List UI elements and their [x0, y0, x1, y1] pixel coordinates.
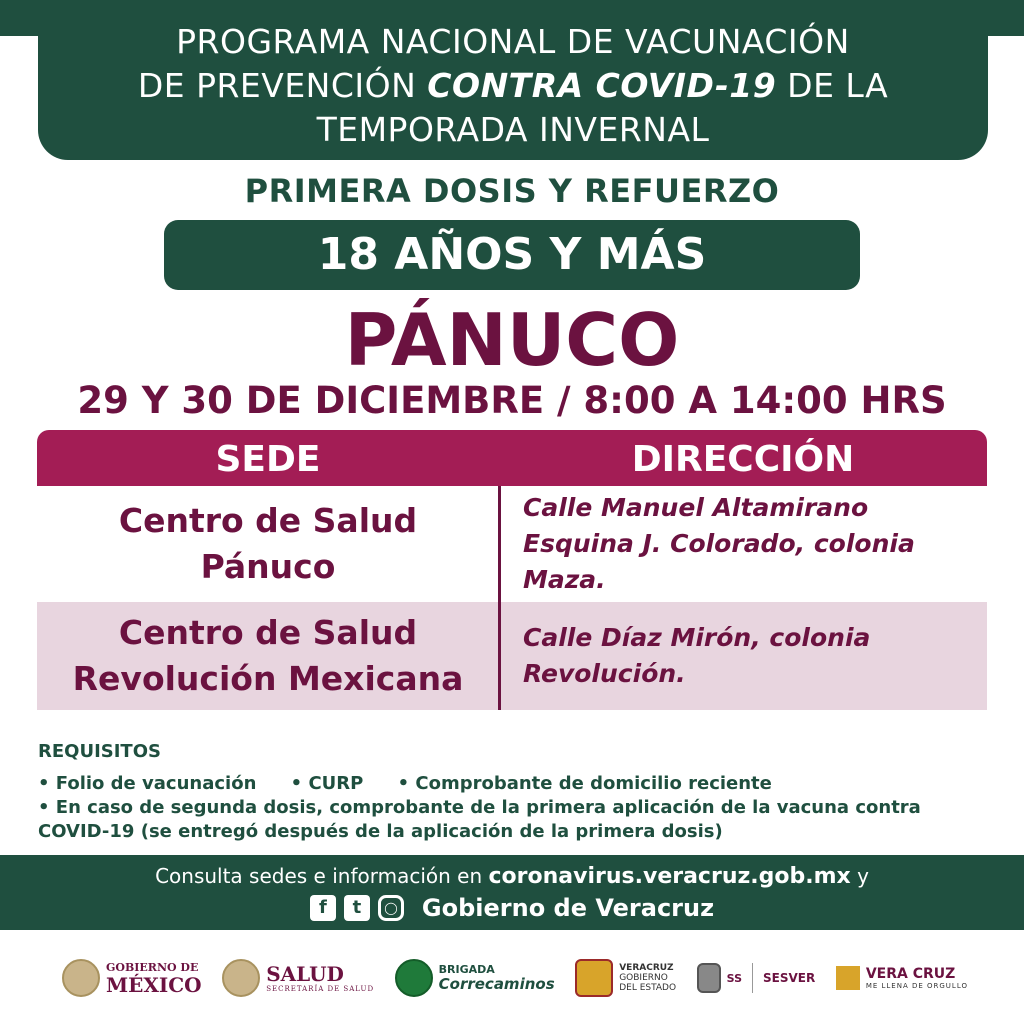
req-curp: • CURP [290, 773, 364, 794]
social-row [0, 891, 1024, 925]
direccion-cell: Calle Díaz Mirón, colonia Revolución. [523, 623, 871, 688]
gobierno-mexico-logo: GOBIERNO DE MÉXICO [62, 959, 202, 997]
footer-band [0, 855, 1024, 930]
table-header [37, 430, 987, 486]
salud-seal-icon [222, 959, 260, 997]
veracruz-shield-icon [575, 959, 613, 997]
header-covid-emphasis: CONTRA COVID-19 [427, 66, 777, 105]
city-title: PÁNUCO [344, 298, 680, 382]
requirements-section [38, 740, 988, 844]
age-badge: 18 AÑOS Y MÁS [164, 220, 860, 290]
table-row [37, 602, 987, 710]
logos-row [0, 948, 1024, 1008]
logo-divider [752, 963, 753, 993]
header-direccion: DIRECCIÓN [631, 439, 855, 480]
instagram-icon[interactable]: ◯ [378, 895, 404, 921]
salud-logo: SALUD SECRETARÍA DE SALUD [222, 959, 374, 997]
sede-cell: Centro de Salud Pánuco [118, 501, 418, 586]
header-line-3: TEMPORADA INVERNAL [316, 110, 710, 149]
header-line-1: PROGRAMA NACIONAL DE VACUNACIÓN [176, 22, 850, 61]
direccion-cell: Calle Manuel Altamirano Esquina J. Colorado, colonia Maza. [523, 493, 915, 594]
consulta-text: Consulta sedes e información en coronavirus.veracruz.gob.mx y [155, 864, 869, 889]
website-link[interactable]: coronavirus.veracruz.gob.mx [488, 864, 851, 889]
requirements-title: REQUISITOS [38, 741, 161, 762]
header-sede: SEDE [215, 439, 321, 480]
header-title-box [38, 0, 988, 160]
date-schedule: 29 Y 30 DE DICIEMBRE / 8:00 A 14:00 HRS [77, 379, 947, 422]
mexico-seal-icon [62, 959, 100, 997]
req-segunda-dosis-cont: COVID-19 (se entregó después de la aplicación de la primera dosis) [38, 821, 723, 842]
table-row [37, 486, 987, 602]
req-segunda-dosis: • En caso de segunda dosis, comprobante de la primera aplicación de la vacuna contra [38, 797, 921, 818]
dose-subtitle: PRIMERA DOSIS Y REFUERZO [244, 172, 780, 210]
veracruz-gobierno-logo: VERACRUZ GOBIERNO DEL ESTADO [575, 959, 676, 997]
req-comprobante: • Comprobante de domicilio reciente [397, 773, 772, 794]
twitter-icon[interactable]: t [344, 895, 370, 921]
sede-cell: Centro de Salud Revolución Mexicana [72, 613, 464, 698]
facebook-icon[interactable]: f [310, 895, 336, 921]
requirements-list [38, 772, 988, 796]
brigada-correcaminos-logo: BRIGADA Correcaminos [395, 959, 555, 997]
header-line-2: DE PREVENCIÓN CONTRA COVID-19 DE LA [137, 66, 889, 105]
veracruz-brand-logo: VERA CRUZ ME LLENA DE ORGULLO [836, 966, 968, 991]
veracruz-brand-icon [836, 966, 860, 990]
req-folio: • Folio de vacunación [38, 773, 257, 794]
ss-shield-icon [697, 963, 721, 993]
column-divider [498, 486, 501, 710]
sesver-logo: SS SESVER [697, 963, 816, 993]
correcaminos-icon [395, 959, 433, 997]
social-account-name[interactable]: Gobierno de Veracruz [421, 894, 715, 922]
sites-table [37, 430, 987, 710]
